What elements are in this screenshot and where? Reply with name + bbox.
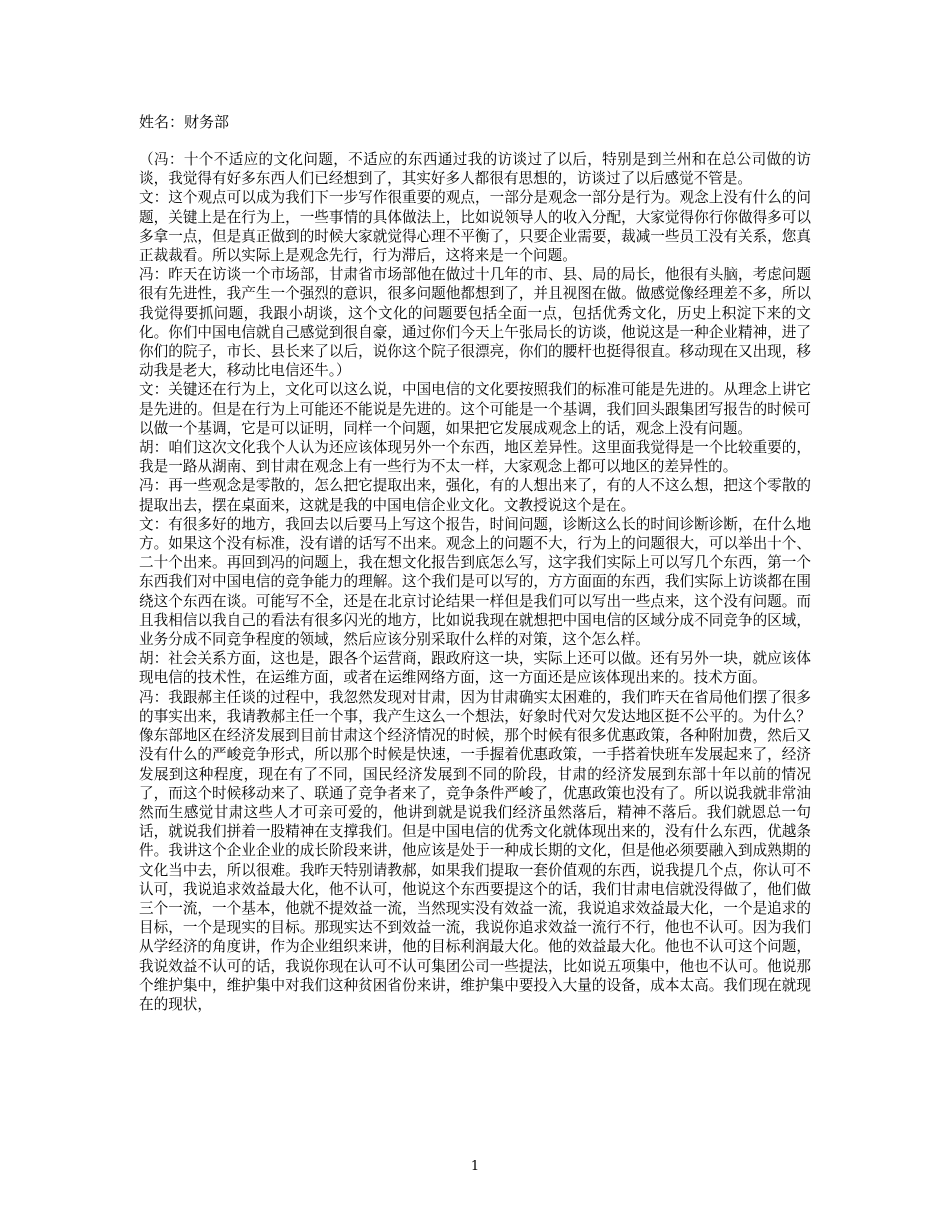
paragraph: 文：有很多好的地方，我回去以后要马上写这个报告，时间问题，诊断这么长的时间诊断诊断，在什么地方。如果这个没有标准，没有谱的话写不出来。观念上的问题不大，行为上的问题很大，可以举出十个、二十个出来。再回到冯的问题上，我在想文化报告到底怎么写，这字我们实际上可以写几个东西，第一个东西我们对中国电信的竞争能力的理解。这个我们是可以写的，方方面面的东西，我们实际上访谈都在围绕这个东西在谈。可能写不全，还是在北京讨论结果一样但是我们可以写出一些点来，这个没有问题。而且我相信以我自己的看法有很多闪光的地方，比如说我现在就想把中国电信的区域分成不同竞争的区域，业务分成不同竞争程度的领域，然后应该分别采取什么样的对策，这个怎么样。 bbox=[139, 515, 811, 649]
paragraph: 冯：再一些观念是零散的，怎么把它提取出来，强化，有的人想出来了，有的人不这么想，把这个零散的提取出去，摆在桌面来，这就是我的中国电信企业文化。文教授说这个是在。 bbox=[139, 477, 811, 514]
paragraph: 冯：昨天在访谈一个市场部，甘肃省市场部他在做过十几年的市、县、局的局长，他很有头脑，考虑问题很有先进性，我产生一个强烈的意识，很多问题他都想到了，并且视图在做。做感觉像经理差不多，所以我觉得要抓问题，我跟小胡谈，这个文化的问题要包括全面一点，包括优秀文化，历史上积淀下来的文化。你们中国电信就自己感觉到很自豪，通过你们今天上午张局长的访谈，他说这是一种企业精神，进了你们的院子，市长、县长来了以后，说你这个院子很漂亮，你们的腰杆也挺得很直。移动现在又出现，移动我是老大，移动比电信还牛。） bbox=[139, 266, 811, 380]
paragraph: 冯：我跟郝主任谈的过程中，我忽然发现对甘肃，因为甘肃确实太困难的，我们昨天在省局他们摆了很多的事实出来，我请教郝主任一个事，我产生这么一个想法，好象时代对欠发达地区挺不公平的。为什么？像东部地区在经济发展到目前甘肃这个经济情况的时候，那个时候有很多优惠政策，各种附加费，然后又没有什么的严峻竞争形式，所以那个时候是快速，一手握着优惠政策，一手搭着快班车发展起来了，经济发展到这种程度，现在有了不同，国民经济发展到不同的阶段，甘肃的经济发展到东部十年以前的情况了，而这个时候移动来了、联通了竞争者来了，竞争条件严峻了，优惠政策也没有了。所以说我就非常油然而生感觉甘肃这些人才可亲可爱的，他讲到就是说我们经济虽然落后，精神不落后。我们就恩总一句话，就说我们拼着一股精神在支撑我们。但是中国电信的优秀文化就体现出来的，没有什么东西，优越条件。我讲这个企业企业的成长阶段来讲，他应该是处于一种成长期的文化，但是他必须要融入到成熟期的文化当中去，所以很难。我昨天特别请教郝，如果我们提取一套价值观的东西，说我提几个点，你认可不认可，我说追求效益最大化，他不认可，他说这个东西要提这个的话，我们甘肃电信就没得做了，他们做三个一流，一个基本，他就不提效益一流，当然现实没有效益一流，我说追求效益最大化，一个是追求的目标，一个是现实的目标。那现实达不到效益一流，我说你追求效益一流行不行，他也不认可。因为我们从学经济的角度讲，作为企业组织来讲，他的目标利润最大化。他的效益最大化。他也不认可这个问题，我说效益不认可的话，我说你现在认可不认可集团公司一些提法，比如说五项集中，他也不认可。他说那个维护集中，维护集中对我们这种贫困省份来讲，维护集中要投入大量的设备，成本太高。我们现在就现在的现状， bbox=[139, 688, 811, 1013]
document-body bbox=[139, 150, 811, 1014]
name-line: 姓名：财务部 bbox=[139, 113, 230, 131]
page-number: 1 bbox=[470, 1159, 480, 1174]
paragraph: （冯：十个不适应的文化问题，不适应的东西通过我的访谈过了以后，特别是到兰州和在总公司做的访谈，我觉得有好多东西人们已经想到了，其实好多人都很有思想的，访谈过了以后感觉不管是。 bbox=[139, 151, 811, 188]
paragraph: 胡：咱们这次文化我个人认为还应该体现另外一个东西，地区差异性。这里面我觉得是一个比较重要的，我是一路从湖南、到甘肃在观念上有一些行为不太一样，大家观念上都可以地区的差异性的。 bbox=[139, 439, 811, 476]
paragraph: 文：关键还在行为上，文化可以这么说，中国电信的文化要按照我们的标准可能是先进的。从理念上讲它是先进的。但是在行为上可能还不能说是先进的。这个可能是一个基调，我们回头跟集团写报告的时候可以做一个基调，它是可以证明，同样一个问题，如果把它发展成观念上的话，观念上没有问题。 bbox=[139, 381, 811, 437]
paragraph: 胡：社会关系方面，这也是，跟各个运营商，跟政府这一块，实际上还可以做。还有另外一块，就应该体现电信的技术性，在运维方面，或者在运维网络方面，这一方面还是应该体现出来的。技术方面。 bbox=[139, 650, 811, 687]
paragraph: 文：这个观点可以成为我们下一步写作很重要的观点，一部分是观念一部分是行为。观念上没有什么的问题，关键上是在行为上，一些事情的具体做法上，比如说领导人的收入分配，大家觉得你行你做得多可以多拿一点，但是真正做到的时候大家就觉得心理不平衡了，只要企业需要，裁减一些员工没有关系，您真正裁裁看。所以实际上是观念先行，行为滞后，这将来是一个问题。 bbox=[139, 189, 811, 265]
